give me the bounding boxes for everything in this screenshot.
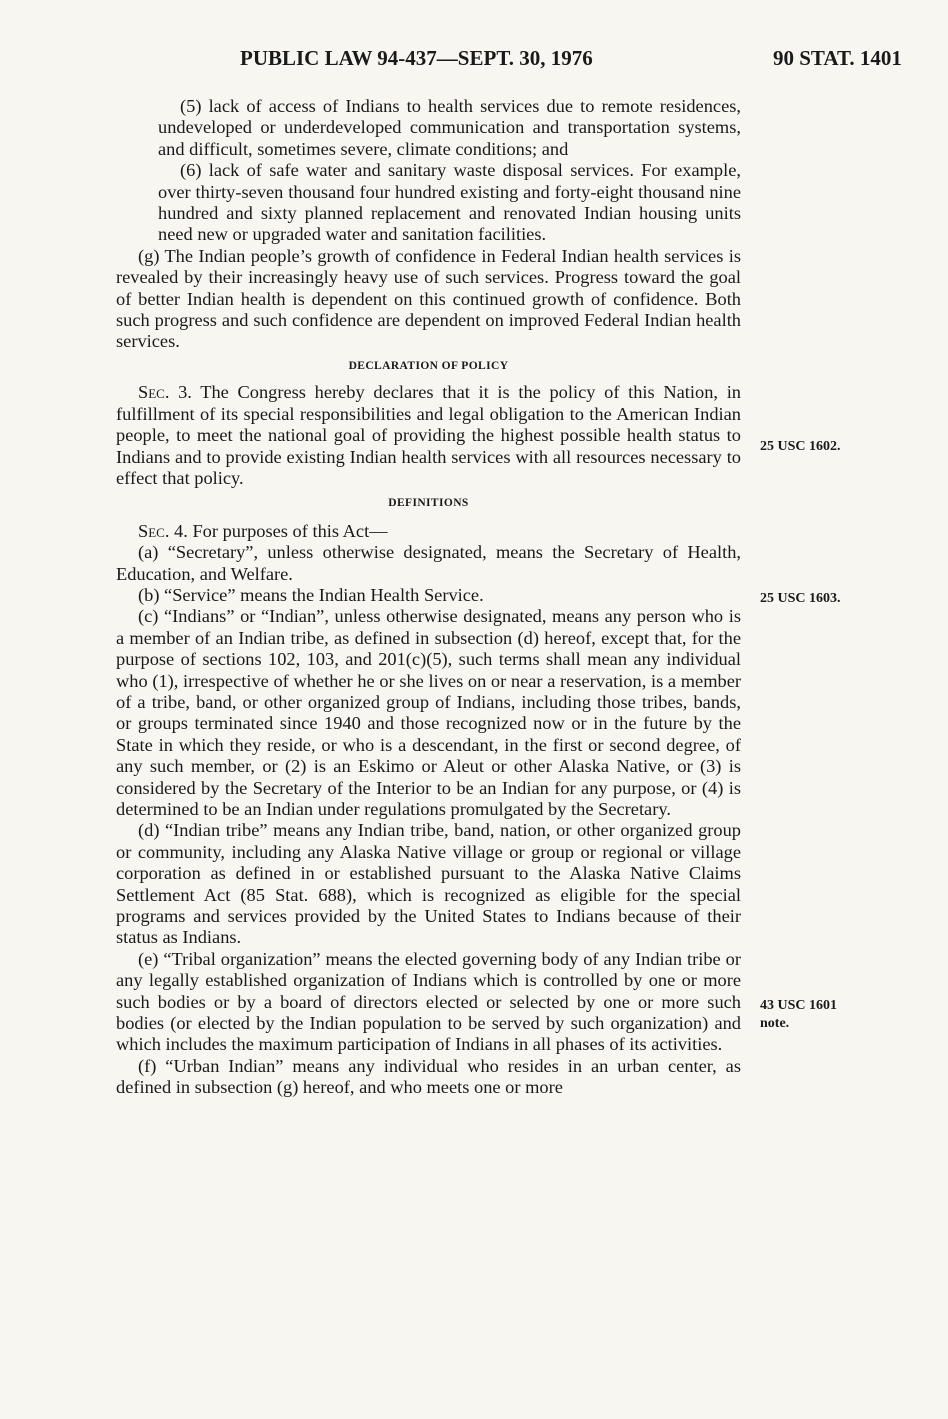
section-3-text: The Congress hereby declares that it is the policy of this Nation, in fulfillment of its special responsibilities and legal obligation to the American Indian people, to meet the national goal of providing the highest possible health status to Indians and to provide existing Indian health services with all resources necessary to effect that policy.: [116, 382, 741, 488]
section-4: [116, 521, 741, 542]
paragraph-5: (5) lack of access of Indians to health services due to remote residences, undeveloped or underdeveloped communication and transportation systems, and difficult, sometimes severe, climate conditions; and: [158, 96, 741, 159]
statute-body: [116, 96, 741, 1099]
section-4-label: Sec. 4.: [138, 520, 188, 541]
paragraph-6: (6) lack of safe water and sanitary waste disposal services. For example, over thirty-seven thousand four hundred existing and forty-eight thousand nine hundred and sixty planned replacement and renovated Indian housing units need new or upgraded water and sanitation facilities.: [158, 160, 741, 245]
margin-note-sec3: 25 USC 1602.: [760, 439, 841, 454]
heading-definitions: DEFINITIONS: [388, 497, 469, 510]
definition-f: (f) “Urban Indian” means any individual who resides in an urban center, as defined in subsection (g) hereof, and who meets one or more: [116, 1055, 741, 1098]
paragraph-g: (g) The Indian people’s growth of confidence in Federal Indian health services is revealed by their increasingly heavy use of such services. Progress toward the goal of better Indian health is dependent on this continued growth of confidence. Both such progress and such confidence are dependent on improved Federal Indian health services.: [116, 245, 741, 352]
section-3-label: Sec. 3.: [138, 382, 192, 403]
margin-note-dd: [760, 997, 837, 1033]
definition-b: (b) “Service” means the Indian Health Service.: [138, 584, 484, 605]
heading-declaration-of-policy: DECLARATION OF POLICY: [348, 359, 509, 372]
running-title: PUBLIC LAW 94-437—SEPT. 30, 1976: [240, 46, 593, 70]
page-header: [0, 46, 948, 76]
margin-note-dd-line2: note.: [760, 1016, 790, 1031]
definition-c: (c) “Indians” or “Indian”, unless otherwise designated, means any person who is a member of an Indian tribe, as defined in subsection (d) hereof, except that, for the purpose of sections 102, 103, and 201(c)(5), such terms shall mean any individual who (1), irrespective of whether he or she lives on or near a reservation, is a member of a tribe, band, or other organized group of Indians, including those tribes, bands, or groups terminated since 1940 and those recognized now or in the future by the State in which they reside, or who is a descendant, in the first or second degree, of any such member, or (2) is an Eskimo or Aleut or other Alaska Native, or (3) is considered by the Secretary of the Interior to be an Indian for any purpose, or (4) is determined to be an Indian under regulations promulgated by the Secretary.: [116, 606, 741, 819]
definition-a: (a) “Secretary”, unless otherwise designated, means the Secretary of Health, Education, and Welfare.: [116, 542, 741, 584]
definition-e: (e) “Tribal organization” means the elected governing body of any Indian tribe or any legally established organization of Indians which is controlled by one or more such bodies or by a board of directors elected or selected by one or more such bodies (or elected by the Indian population to be served by such organization) and which includes the maximum participation of Indians in all phases of its activities.: [116, 948, 741, 1055]
definition-d: (d) “Indian tribe” means any Indian tribe, band, nation, or other organized group or community, including any Alaska Native village or group or regional or village corporation as defined in or established pursuant to the Alaska Native Claims Settlement Act (85 Stat. 688), which is recognized as eligible for the special programs and services provided by the United States to Indians because of their status as Indians.: [116, 820, 741, 948]
section-3: [116, 382, 741, 489]
margin-note-dd-line1: 43 USC 1601: [760, 998, 838, 1013]
statute-page-number: 90 STAT. 1401: [773, 46, 902, 70]
section-4-text: For purposes of this Act—: [192, 520, 388, 541]
margin-note-sec4: 25 USC 1603.: [760, 591, 841, 606]
